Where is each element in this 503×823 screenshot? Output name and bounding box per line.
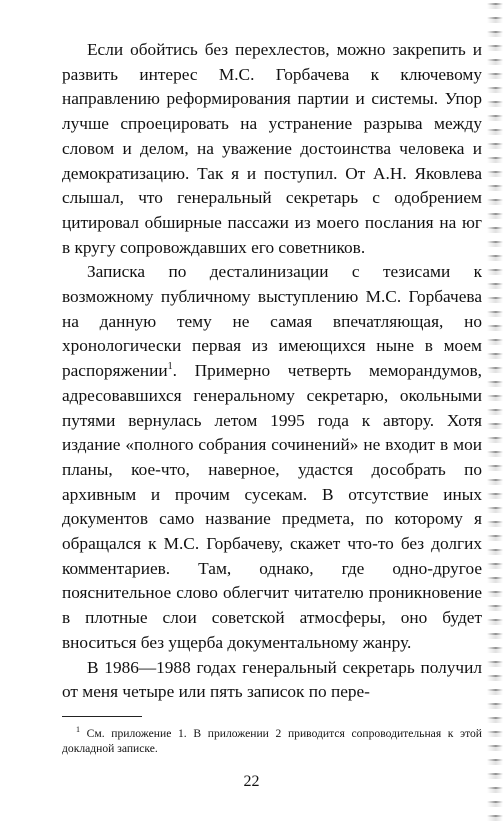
footnote-number: 1: [76, 725, 80, 735]
paragraph-3: В 1986—1988 годах генеральный секретарь получил от меня четыре или пять записок по пере-: [62, 657, 482, 702]
footnote-text: См. приложение 1. В приложении 2 приводится сопроводительная к этой докладной записке.: [62, 727, 482, 755]
footnote: [62, 726, 482, 756]
paragraph-2-text-after: . Примерно четверть меморандумов, адресовавшихся генеральному секретарю, окольными путями вернулась летом 1995 года к автору. Хотя издание «полного собрания сочинений» не входит в мои планы, кое-что, наверное, удастся дособрать по архивным и прочим сусекам. В отсутствие иных документов само название предмета, по которому я обращался к М.С. Горбачеву, скажет что-то без долгих комментариев. Там, однако, где одно-другое пояснительное слово облегчит читателю проникновение в плотные слои советской атмосферы, оно будет вноситься без ущерба документальному жанру.: [62, 361, 482, 652]
paragraph-2: [62, 260, 482, 655]
scan-edge-shadow: [487, 0, 503, 823]
paragraph-2-text-before: Записка по десталинизации с тезисами к возможному публичному выступлению М.С. Горбачева на данную тему не самая впечатляющая, но хронологически первая из имеющихся ныне в моем распоряжении: [62, 262, 482, 381]
body-text: [62, 38, 482, 705]
footnote-reference: 1: [167, 361, 173, 373]
page-number: 22: [243, 773, 260, 790]
paragraph-1: Если обойтись без перехлестов, можно закрепить и развить интерес М.С. Горбачева к ключевому направлению реформирования партии и системы. Упор лучше спроецировать на устранение разрыва между словом и делом, на уважение достоинства человека и демократизацию. Так я и поступил. От А.Н. Яковлева слышал, что генеральный секретарь с одобрением цитировал обширные пассажи из моего послания на юг в кругу сопровождавших его советников.: [62, 40, 482, 257]
footnote-divider: [62, 716, 142, 717]
